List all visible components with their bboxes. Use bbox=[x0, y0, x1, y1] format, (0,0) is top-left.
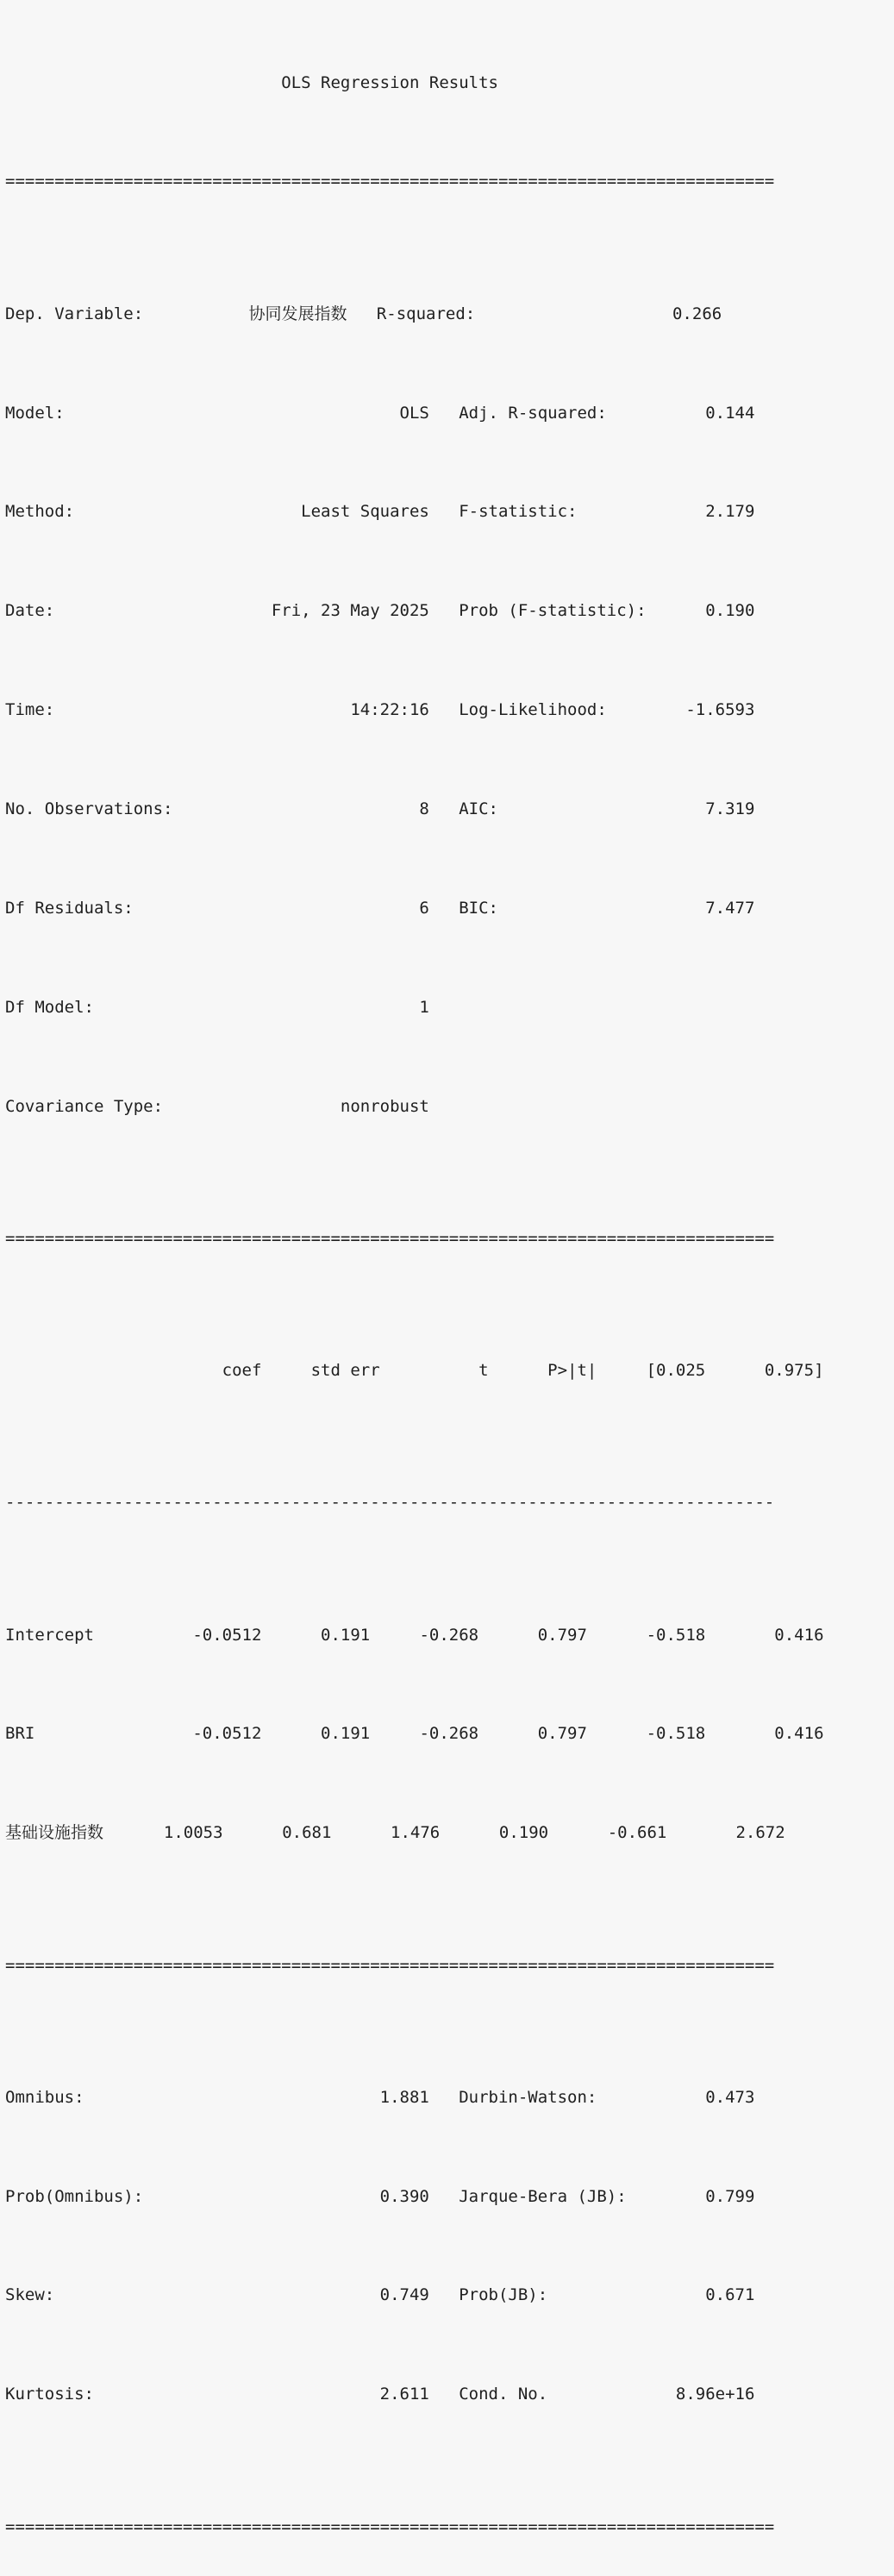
bottom-value: 0.671 bbox=[666, 2285, 755, 2305]
bottom-value: 2.611 bbox=[212, 2385, 429, 2404]
top-row-method bbox=[5, 495, 824, 528]
bottom-label: Prob(JB): bbox=[459, 2285, 666, 2305]
coef-cell: -0.0512 bbox=[163, 1724, 262, 1744]
top-label: Adj. R-squared: bbox=[459, 403, 666, 423]
top-row-model bbox=[5, 397, 824, 429]
bottom-value: 0.749 bbox=[212, 2285, 429, 2305]
bottom-row-kurtosis bbox=[5, 2378, 824, 2410]
top-gap bbox=[429, 700, 459, 719]
bottom-gap bbox=[429, 2088, 459, 2107]
top-value: 6 bbox=[212, 899, 429, 918]
coef-row-name: Intercept bbox=[5, 1625, 164, 1645]
top-value: 14:22:16 bbox=[212, 700, 429, 720]
top-label: BIC: bbox=[459, 899, 666, 918]
top-label: No. Observations: bbox=[5, 799, 213, 819]
top-value: 协同发展指数 bbox=[212, 304, 347, 323]
report-title-line bbox=[5, 66, 824, 99]
coef-cell: -0.518 bbox=[586, 1625, 706, 1645]
top-value: 8 bbox=[212, 799, 429, 819]
regression-report bbox=[5, 0, 824, 2576]
top-label: Covariance Type: bbox=[5, 1096, 213, 1116]
bottom-value: 8.96e+16 bbox=[666, 2385, 755, 2404]
top-value: 0.190 bbox=[666, 601, 755, 621]
top-value: 7.319 bbox=[666, 799, 755, 819]
coef-header: t bbox=[379, 1361, 489, 1381]
bottom-label: Durbin-Watson: bbox=[459, 2087, 666, 2107]
coef-row-name: BRI bbox=[5, 1724, 164, 1744]
top-value: Least Squares bbox=[212, 502, 429, 522]
top-label: Log-Likelihood: bbox=[459, 700, 666, 720]
top-label: Date: bbox=[5, 601, 213, 621]
coef-cell: 1.0053 bbox=[124, 1823, 223, 1843]
top-label: Prob (F-statistic): bbox=[459, 601, 666, 621]
top-label: Dep. Variable: bbox=[5, 304, 213, 323]
coef-header-row bbox=[5, 1354, 824, 1387]
separator-double: ============================================================================== bbox=[5, 1955, 775, 1975]
coef-header: std err bbox=[261, 1361, 380, 1381]
coef-cell: 2.672 bbox=[666, 1823, 785, 1843]
top-label: AIC: bbox=[459, 799, 666, 819]
top-value: Fri, 23 May 2025 bbox=[212, 601, 429, 621]
coef-cell: -0.268 bbox=[370, 1724, 479, 1744]
coef-cell: 0.797 bbox=[478, 1724, 587, 1744]
coef-cell: 0.191 bbox=[261, 1724, 371, 1744]
bottom-row-prob-omnibus bbox=[5, 2180, 824, 2213]
coef-cell: 0.191 bbox=[261, 1625, 371, 1645]
top-row-df-residuals bbox=[5, 892, 824, 924]
top-value: 2.179 bbox=[666, 502, 755, 522]
bottom-gap bbox=[429, 2385, 459, 2404]
top-gap bbox=[429, 799, 459, 818]
bottom-value: 1.881 bbox=[212, 2087, 429, 2107]
coef-cell: 0.681 bbox=[222, 1823, 332, 1843]
top-value: OLS bbox=[212, 403, 429, 423]
top-gap bbox=[347, 304, 377, 323]
top-row-covariance bbox=[5, 1090, 824, 1123]
coef-cell: 0.190 bbox=[440, 1823, 549, 1843]
table-row bbox=[5, 1816, 824, 1849]
top-row-df-model bbox=[5, 991, 824, 1024]
top-label: R-squared: bbox=[376, 304, 585, 323]
separator-single: ------------------------------------------------------------------------------ bbox=[5, 1493, 775, 1513]
top-label: Df Model: bbox=[5, 997, 213, 1017]
bottom-value: 0.390 bbox=[212, 2186, 429, 2206]
top-label: Method: bbox=[5, 502, 213, 522]
bottom-gap bbox=[429, 2285, 459, 2304]
bottom-label: Prob(Omnibus): bbox=[5, 2186, 213, 2206]
top-row-time bbox=[5, 693, 824, 726]
bottom-label: Kurtosis: bbox=[5, 2385, 213, 2404]
separator-double: ============================================================================== bbox=[5, 172, 775, 191]
top-gap bbox=[429, 502, 459, 521]
top-value: -1.6593 bbox=[666, 700, 755, 720]
coef-cell: -0.268 bbox=[370, 1625, 479, 1645]
report-title: OLS Regression Results bbox=[5, 72, 498, 92]
coef-header: coef bbox=[163, 1361, 262, 1381]
bottom-row-omnibus bbox=[5, 2081, 824, 2114]
top-label: F-statistic: bbox=[459, 502, 666, 522]
bottom-label: Jarque-Bera (JB): bbox=[459, 2186, 666, 2206]
coef-cell: 0.797 bbox=[478, 1625, 587, 1645]
coef-header-spacer bbox=[5, 1361, 163, 1380]
top-value: 1 bbox=[212, 997, 429, 1017]
table-row bbox=[5, 1717, 824, 1750]
coef-row-name: 基础设施指数 bbox=[5, 1823, 125, 1843]
coef-cell: 1.476 bbox=[331, 1823, 441, 1843]
bottom-value: 0.473 bbox=[666, 2087, 755, 2107]
coef-header: [0.025 bbox=[597, 1361, 706, 1381]
coef-cell: 0.416 bbox=[705, 1625, 824, 1645]
bottom-row-skew bbox=[5, 2278, 824, 2311]
top-gap bbox=[429, 899, 459, 918]
coef-header: 0.975] bbox=[705, 1361, 824, 1381]
coef-cell: -0.518 bbox=[586, 1724, 706, 1744]
bottom-label: Omnibus: bbox=[5, 2087, 213, 2107]
coef-header: P>|t| bbox=[488, 1361, 597, 1381]
coef-cell: -0.661 bbox=[548, 1823, 667, 1843]
table-row bbox=[5, 1619, 824, 1652]
top-value: 7.477 bbox=[666, 899, 755, 918]
top-row-date bbox=[5, 594, 824, 627]
coef-cell: -0.0512 bbox=[163, 1625, 262, 1645]
top-row-dep-variable bbox=[5, 298, 824, 330]
separator-double: ============================================================================== bbox=[5, 2516, 775, 2536]
bottom-value: 0.799 bbox=[666, 2186, 755, 2206]
top-value: 0.144 bbox=[666, 403, 755, 423]
top-label: Df Residuals: bbox=[5, 899, 213, 918]
coef-cell: 0.416 bbox=[705, 1724, 824, 1744]
bottom-label: Skew: bbox=[5, 2285, 213, 2305]
top-value: 0.266 bbox=[584, 304, 722, 323]
top-value: nonrobust bbox=[212, 1096, 429, 1116]
top-gap bbox=[429, 601, 459, 620]
bottom-gap bbox=[429, 2187, 459, 2206]
top-label: Time: bbox=[5, 700, 213, 720]
separator-double: ============================================================================== bbox=[5, 1228, 775, 1248]
top-gap bbox=[429, 404, 459, 423]
top-row-observations bbox=[5, 793, 824, 825]
bottom-label: Cond. No. bbox=[459, 2385, 666, 2404]
top-label: Model: bbox=[5, 403, 213, 423]
